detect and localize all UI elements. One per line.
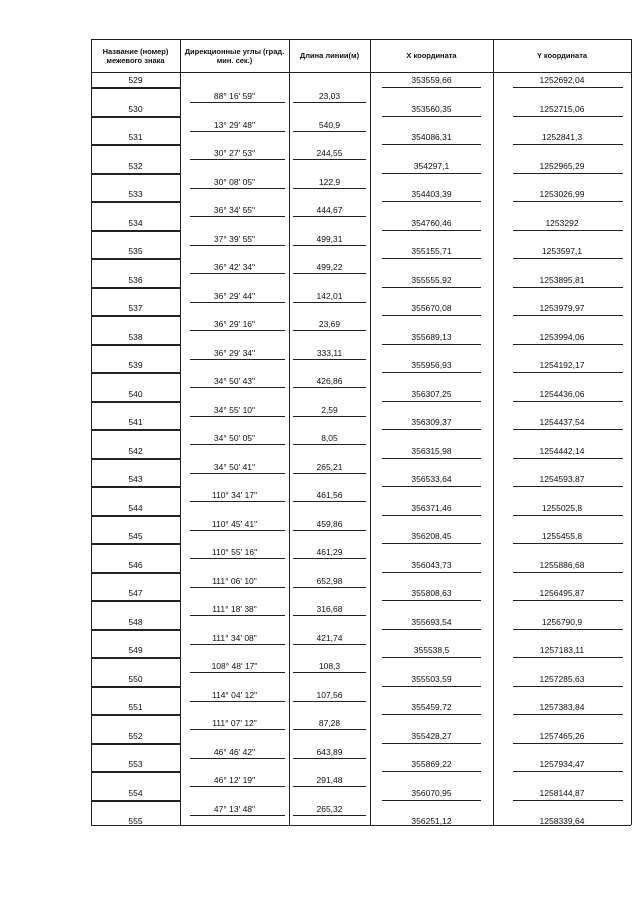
row-line [513,401,623,402]
direction-angle: 110° 45' 41" [211,518,258,529]
row-line [293,786,366,787]
x-coordinate: 354403,39 [411,189,452,199]
y-coordinate: 1255886,68 [539,559,585,570]
header-name: Название (номер) межевого знака [102,46,169,65]
row-line [513,458,623,459]
line-length: 333,11 [316,347,343,358]
row-line [91,516,180,517]
row-line [382,686,481,687]
x-coordinate: 355538,5 [413,645,450,655]
row-line [190,758,285,759]
row-line [190,587,285,588]
row-line [293,501,366,502]
row-line [293,530,366,531]
line-length: 2,59 [321,404,338,415]
row-line [293,131,366,132]
header-x: X координата [406,51,457,60]
row-line [293,387,366,388]
row-line [91,459,180,460]
row-line [513,657,623,658]
row-line [513,629,623,630]
header-length: Длина линии(м) [299,51,360,60]
direction-angle: 46° 46' 42" [213,746,256,757]
row-line [293,416,366,417]
column-line [631,39,632,825]
point-name: 549 [128,645,143,655]
x-coordinate: 355503,59 [411,673,452,684]
row-line [190,786,285,787]
x-coordinate: 356208,45 [411,531,452,541]
point-name: 532 [128,160,143,171]
x-coordinate: 355155,71 [411,246,452,256]
row-line [513,315,623,316]
y-coordinate: 1255025,8 [541,502,583,513]
y-coordinate: 1253292 [545,217,579,228]
row-line [513,116,623,117]
x-coordinate: 353559,66 [411,75,452,85]
row-line [382,144,481,145]
y-coordinate: 1253979,97 [539,303,585,313]
x-coordinate: 355956,93 [411,360,452,370]
row-line [513,344,623,345]
direction-angle: 34° 50' 05" [213,433,256,444]
direction-angle: 37° 39' 55" [213,233,256,244]
point-name: 553 [128,759,143,769]
line-length: 459,86 [316,518,343,529]
point-name: 543 [128,474,143,484]
x-coordinate: 355459,72 [411,702,452,712]
direction-angle: 108° 48' 17" [211,661,258,672]
direction-angle: 36° 42' 34" [213,262,256,273]
row-line [293,815,366,816]
direction-angle: 110° 55' 16" [211,547,258,558]
line-length: 499,31 [316,233,343,244]
row-line [382,372,481,373]
row-line [382,458,481,459]
x-coordinate: 354760,46 [411,217,452,228]
row-line [382,173,481,174]
row-line [91,544,180,545]
line-length: 265,21 [316,461,343,472]
row-line [513,800,623,801]
row-line [190,473,285,474]
row-line [91,316,180,317]
row-line [513,201,623,202]
point-name: 533 [128,189,143,199]
row-line [293,245,366,246]
y-coordinate: 1256495,87 [539,588,585,598]
point-name: 531 [128,132,143,142]
row-line [91,658,180,659]
row-line [293,473,366,474]
row-line [91,259,180,260]
direction-angle: 36° 29' 16" [213,319,256,330]
row-line [91,288,180,289]
row-line [293,558,366,559]
row-line [293,102,366,103]
direction-angle: 30° 27' 53" [213,148,256,159]
y-coordinate: 1255455,8 [541,531,583,541]
y-coordinate: 1253895,81 [539,274,585,285]
x-coordinate: 356251,12 [411,816,452,826]
row-line [513,173,623,174]
row-line [293,273,366,274]
y-coordinate: 1253994,06 [539,331,585,342]
y-coordinate: 1253597,1 [541,246,583,256]
y-coordinate: 1254436,06 [539,388,585,399]
y-coordinate: 1252841,3 [541,132,583,142]
row-line [293,188,366,189]
row-line [91,345,180,346]
line-length: 426,86 [316,376,343,387]
x-coordinate: 356309,37 [411,417,452,427]
row-line [382,743,481,744]
row-line [91,373,180,374]
row-line [293,644,366,645]
row-line [382,657,481,658]
x-coordinate: 355670,08 [411,303,452,313]
point-name: 544 [128,502,143,513]
y-coordinate: 1257934,47 [539,759,585,769]
row-line [513,230,623,231]
row-line [513,686,623,687]
direction-angle: 111° 06' 10" [212,575,257,586]
row-line [293,359,366,360]
row-line [382,515,481,516]
direction-angle: 34° 50' 43" [213,376,256,387]
direction-angle: 30° 08' 05" [213,176,256,187]
point-name: 547 [128,588,143,598]
row-line [293,444,366,445]
point-name: 537 [128,303,143,313]
row-line [293,729,366,730]
row-line [190,387,285,388]
x-coordinate: 355689,13 [411,331,452,342]
point-name: 540 [128,388,143,399]
line-length: 23,69 [318,319,341,330]
row-line [382,572,481,573]
row-line [293,330,366,331]
row-line [190,273,285,274]
row-line [513,144,623,145]
point-name: 548 [128,616,143,627]
row-line [190,729,285,730]
header-bottom-line [91,72,631,73]
row-line [91,202,180,203]
line-length: 291,48 [316,775,343,786]
row-line [382,600,481,601]
row-line [190,159,285,160]
y-coordinate: 1257465,26 [539,730,585,741]
coordinates-table [91,39,631,825]
direction-angle: 88° 16' 59" [213,91,256,102]
x-coordinate: 356070,95 [411,787,452,798]
row-line [190,216,285,217]
row-line [513,771,623,772]
row-line [513,258,623,259]
line-length: 108,3 [318,661,341,672]
x-coordinate: 356307,25 [411,388,452,399]
row-line [190,245,285,246]
direction-angle: 36° 29' 44" [213,290,256,301]
row-line [91,117,180,118]
point-name: 545 [128,531,143,541]
row-line [91,801,180,802]
row-line [513,743,623,744]
direction-angle: 110° 34' 17" [211,490,258,501]
x-coordinate: 356371,46 [411,502,452,513]
row-line [382,714,481,715]
direction-angle: 111° 18' 38" [212,604,257,615]
header-angle: Дирекционные углы (град. мин. сек.) [184,46,285,65]
point-name: 552 [128,730,143,741]
row-line [293,587,366,588]
x-coordinate: 355428,27 [411,730,452,741]
row-line [382,116,481,117]
row-line [91,231,180,232]
row-line [382,401,481,402]
point-name: 542 [128,445,143,456]
line-length: 8,05 [321,433,338,444]
row-line [382,771,481,772]
row-line [190,359,285,360]
direction-angle: 13° 29' 48" [213,119,256,130]
y-coordinate: 1256790,9 [541,616,583,627]
x-coordinate: 353560,35 [411,103,452,114]
row-line [513,572,623,573]
row-line [382,429,481,430]
row-line [190,444,285,445]
x-coordinate: 355808,63 [411,588,452,598]
row-line [190,501,285,502]
point-name: 538 [128,331,143,342]
row-line [513,429,623,430]
line-length: 265,32 [316,803,343,814]
row-line [382,629,481,630]
row-line [382,230,481,231]
row-line [382,486,481,487]
row-line [293,216,366,217]
line-length: 540,9 [318,119,341,130]
direction-angle: 36° 34' 55" [213,205,256,216]
y-coordinate: 1258144,87 [539,787,585,798]
row-line [293,159,366,160]
line-length: 23,03 [318,91,341,102]
row-line [91,145,180,146]
x-coordinate: 356043,73 [411,559,452,570]
point-name: 555 [128,816,143,826]
line-length: 444,67 [316,205,343,216]
row-line [513,87,623,88]
line-length: 107,56 [316,689,343,700]
row-line [293,615,366,616]
row-line [190,530,285,531]
line-length: 244,55 [316,148,343,159]
row-line [91,687,180,688]
row-line [190,701,285,702]
row-line [190,815,285,816]
line-length: 122,9 [318,176,341,187]
direction-angle: 111° 34' 08" [212,632,257,643]
point-name: 534 [128,217,143,228]
row-line [513,287,623,288]
point-name: 530 [128,103,143,114]
row-line [91,772,180,773]
y-coordinate: 1252965,29 [539,160,585,171]
y-coordinate: 1257383,84 [539,702,585,712]
row-line [513,543,623,544]
direction-angle: 34° 50' 41" [213,461,256,472]
y-coordinate: 1254593,87 [539,474,585,484]
x-coordinate: 356533,64 [411,474,452,484]
direction-angle: 47° 13' 48" [213,803,256,814]
point-name: 551 [128,702,143,712]
row-line [91,601,180,602]
direction-angle: 34° 55' 10" [213,404,256,415]
row-line [190,416,285,417]
line-length: 421,74 [316,632,343,643]
x-coordinate: 354297,1 [413,160,450,171]
row-line [382,258,481,259]
direction-angle: 114° 04' 12" [211,689,258,700]
direction-angle: 36° 29' 34" [213,347,256,358]
line-length: 643,89 [316,746,343,757]
y-coordinate: 1254192,17 [539,360,585,370]
point-name: 536 [128,274,143,285]
row-line [382,287,481,288]
row-line [293,672,366,673]
header-y: Y координата [536,51,588,60]
row-line [513,515,623,516]
point-name: 554 [128,787,143,798]
row-line [190,330,285,331]
line-length: 461,56 [316,490,343,501]
row-line [293,758,366,759]
line-length: 142,01 [316,290,343,301]
row-line [91,174,180,175]
row-line [91,630,180,631]
direction-angle: 46° 12' 19" [213,775,256,786]
point-name: 529 [128,75,143,85]
point-name: 541 [128,417,143,427]
x-coordinate: 355693,54 [411,616,452,627]
row-line [91,402,180,403]
row-line [190,131,285,132]
row-line [91,430,180,431]
row-line [513,600,623,601]
point-name: 546 [128,559,143,570]
row-line [513,372,623,373]
row-line [513,486,623,487]
table-top-line [91,39,631,40]
y-coordinate: 1253026,99 [539,189,585,199]
row-line [190,558,285,559]
row-line [513,714,623,715]
row-line [382,87,481,88]
row-line [382,800,481,801]
y-coordinate: 1257183,11 [539,645,585,655]
point-name: 550 [128,673,143,684]
row-line [382,543,481,544]
row-line [190,672,285,673]
row-line [190,188,285,189]
point-name: 535 [128,246,143,256]
row-line [190,644,285,645]
line-length: 87,28 [318,718,341,729]
row-line [382,201,481,202]
row-line [190,302,285,303]
row-line [190,102,285,103]
row-line [91,744,180,745]
y-coordinate: 1254442,14 [539,445,585,456]
line-length: 652,98 [316,575,343,586]
y-coordinate: 1257285,63 [539,673,585,684]
x-coordinate: 355869,22 [411,759,452,769]
row-line [91,573,180,574]
x-coordinate: 356315,98 [411,445,452,456]
row-line [382,315,481,316]
y-coordinate: 1252692,04 [539,75,585,85]
row-line [91,715,180,716]
y-coordinate: 1254437,54 [539,417,585,427]
x-coordinate: 354086,31 [411,132,452,142]
row-line [190,615,285,616]
line-length: 499,22 [316,262,343,273]
row-line [293,302,366,303]
row-line [382,344,481,345]
row-line [91,88,180,89]
line-length: 316,68 [316,604,343,615]
row-line [91,487,180,488]
row-line [293,701,366,702]
y-coordinate: 1252715,06 [539,103,585,114]
point-name: 539 [128,360,143,370]
x-coordinate: 355555,92 [411,274,452,285]
y-coordinate: 1258339,64 [539,816,585,826]
direction-angle: 111° 07' 12" [212,718,257,729]
line-length: 461,29 [316,547,343,558]
